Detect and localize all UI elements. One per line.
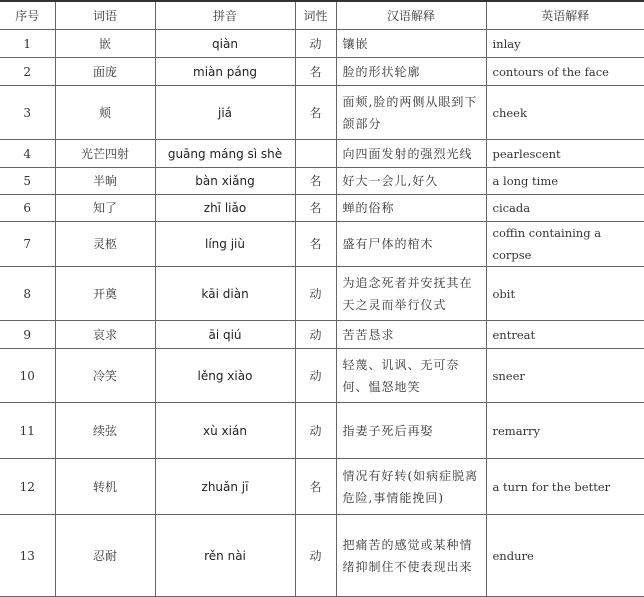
pinyin-cell: kāi diàn xyxy=(155,267,295,321)
part-of-speech-cell: 动 xyxy=(295,30,336,58)
table-row xyxy=(0,349,644,403)
chinese-definition-cell: 镶嵌 xyxy=(336,30,486,58)
table-row xyxy=(0,195,644,222)
pinyin-cell: xù xián xyxy=(155,403,295,459)
word-cell: 续弦 xyxy=(55,403,155,459)
word-cell: 灵柩 xyxy=(55,222,155,267)
table-row xyxy=(0,168,644,195)
word-cell: 忍耐 xyxy=(55,515,155,597)
header-english-definition: 英语解释 xyxy=(486,1,644,30)
row-number: 7 xyxy=(0,222,55,267)
word-cell: 冷笑 xyxy=(55,349,155,403)
row-number: 12 xyxy=(0,459,55,515)
row-number: 2 xyxy=(0,58,55,86)
pinyin-cell: jiá xyxy=(155,86,295,140)
header-number: 序号 xyxy=(0,1,55,30)
chinese-definition-cell: 情况有好转(如病症脱离危险,事情能挽回) xyxy=(336,459,486,515)
row-number: 1 xyxy=(0,30,55,58)
table-row xyxy=(0,140,644,168)
header-row xyxy=(0,1,644,30)
english-definition-cell: coffin containing a corpse xyxy=(486,222,644,267)
english-definition-cell: pearlescent xyxy=(486,140,644,168)
part-of-speech-cell: 名 xyxy=(295,168,336,195)
english-definition-cell: inlay xyxy=(486,30,644,58)
row-number: 11 xyxy=(0,403,55,459)
pinyin-cell: líng jiù xyxy=(155,222,295,267)
table-row xyxy=(0,515,644,597)
chinese-definition-cell: 面颊,脸的两侧从眼到下颌部分 xyxy=(336,86,486,140)
word-cell: 半晌 xyxy=(55,168,155,195)
part-of-speech-cell: 动 xyxy=(295,515,336,597)
word-cell: 知了 xyxy=(55,195,155,222)
part-of-speech-cell: 名 xyxy=(295,222,336,267)
english-definition-cell: obit xyxy=(486,267,644,321)
word-cell: 嵌 xyxy=(55,30,155,58)
pinyin-cell: bàn xiǎng xyxy=(155,168,295,195)
table-row xyxy=(0,403,644,459)
table-row xyxy=(0,58,644,86)
row-number: 4 xyxy=(0,140,55,168)
english-definition-cell: remarry xyxy=(486,403,644,459)
part-of-speech-cell: 名 xyxy=(295,58,336,86)
table-row xyxy=(0,86,644,140)
pinyin-cell: rěn nài xyxy=(155,515,295,597)
english-definition-cell: entreat xyxy=(486,321,644,349)
header-part-of-speech: 词性 xyxy=(295,1,336,30)
word-cell: 面庞 xyxy=(55,58,155,86)
pinyin-cell: lěng xiào xyxy=(155,349,295,403)
word-cell: 颊 xyxy=(55,86,155,140)
row-number: 13 xyxy=(0,515,55,597)
pinyin-cell: guāng máng sì shè xyxy=(155,140,295,168)
chinese-definition-cell: 轻蔑、讥讽、无可奈何、愠怒地笑 xyxy=(336,349,486,403)
english-definition-cell: sneer xyxy=(486,349,644,403)
pinyin-cell: zhuǎn jī xyxy=(155,459,295,515)
pinyin-cell: qiàn xyxy=(155,30,295,58)
chinese-definition-cell: 好大一会儿,好久 xyxy=(336,168,486,195)
header-pinyin: 拼音 xyxy=(155,1,295,30)
word-cell: 光芒四射 xyxy=(55,140,155,168)
chinese-definition-cell: 向四面发射的强烈光线 xyxy=(336,140,486,168)
part-of-speech-cell: 动 xyxy=(295,403,336,459)
word-cell: 开奠 xyxy=(55,267,155,321)
table-row xyxy=(0,459,644,515)
row-number: 6 xyxy=(0,195,55,222)
english-definition-cell: a turn for the better xyxy=(486,459,644,515)
chinese-definition-cell: 盛有尸体的棺木 xyxy=(336,222,486,267)
table-row xyxy=(0,321,644,349)
row-number: 9 xyxy=(0,321,55,349)
chinese-definition-cell: 苦苦恳求 xyxy=(336,321,486,349)
chinese-definition-cell: 把痛苦的感觉或某种情绪抑制住不使表现出来 xyxy=(336,515,486,597)
part-of-speech-cell: 名 xyxy=(295,195,336,222)
chinese-definition-cell: 为追念死者并安抚其在天之灵而举行仪式 xyxy=(336,267,486,321)
row-number: 8 xyxy=(0,267,55,321)
pinyin-cell: āi qiú xyxy=(155,321,295,349)
pinyin-cell: zhī liǎo xyxy=(155,195,295,222)
english-definition-cell: contours of the face xyxy=(486,58,644,86)
part-of-speech-cell: 动 xyxy=(295,321,336,349)
english-definition-cell: cheek xyxy=(486,86,644,140)
row-number: 3 xyxy=(0,86,55,140)
table-row xyxy=(0,222,644,267)
header-word: 词语 xyxy=(55,1,155,30)
word-cell: 转机 xyxy=(55,459,155,515)
table-row xyxy=(0,267,644,321)
part-of-speech-cell: 名 xyxy=(295,86,336,140)
part-of-speech-cell: 动 xyxy=(295,267,336,321)
row-number: 10 xyxy=(0,349,55,403)
part-of-speech-cell xyxy=(295,140,336,168)
english-definition-cell: endure xyxy=(486,515,644,597)
part-of-speech-cell: 动 xyxy=(295,349,336,403)
header-chinese-definition: 汉语解释 xyxy=(336,1,486,30)
word-cell: 哀求 xyxy=(55,321,155,349)
chinese-definition-cell: 指妻子死后再娶 xyxy=(336,403,486,459)
chinese-definition-cell: 蝉的俗称 xyxy=(336,195,486,222)
english-definition-cell: a long time xyxy=(486,168,644,195)
pinyin-cell: miàn páng xyxy=(155,58,295,86)
english-definition-cell: cicada xyxy=(486,195,644,222)
part-of-speech-cell: 名 xyxy=(295,459,336,515)
table-row xyxy=(0,30,644,58)
chinese-definition-cell: 脸的形状轮廓 xyxy=(336,58,486,86)
row-number: 5 xyxy=(0,168,55,195)
